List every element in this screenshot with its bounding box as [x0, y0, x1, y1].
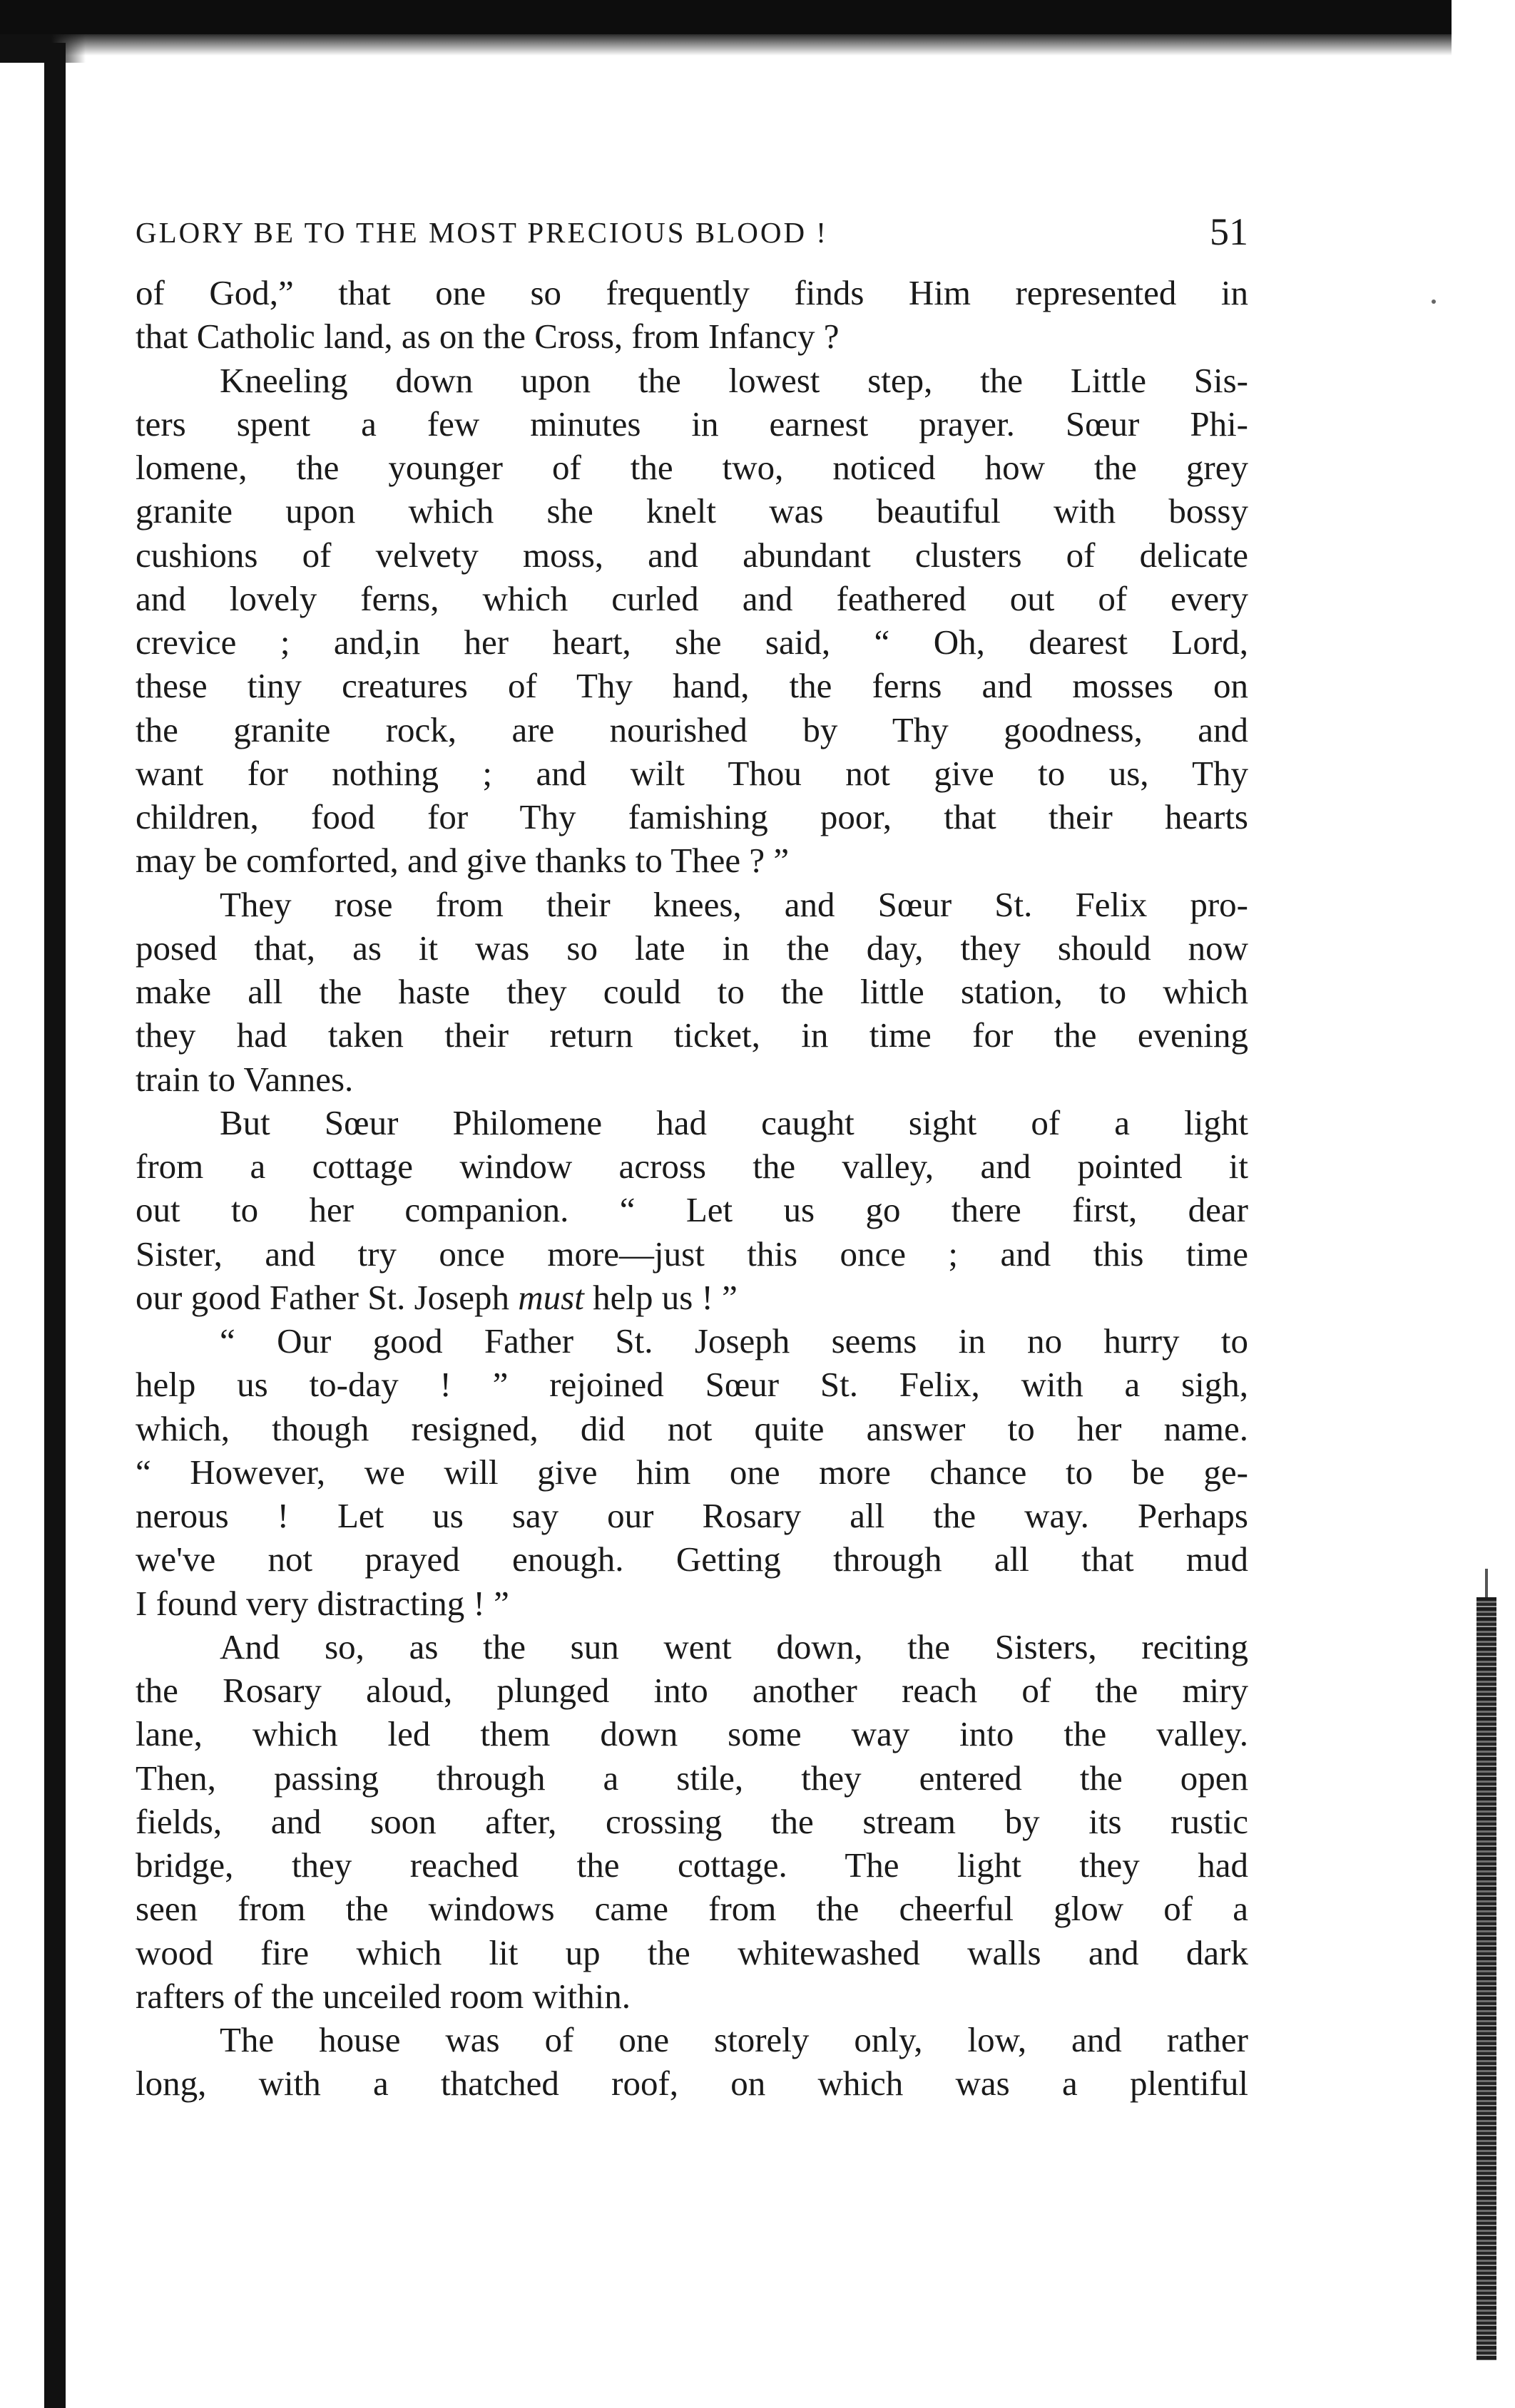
text-line: lomene, the younger of the two, noticed how the grey: [136, 448, 1248, 487]
text-line: our good Father St. Joseph must help us ! ”: [136, 1277, 738, 1317]
text-line: train to Vannes.: [136, 1059, 354, 1099]
text-line: Kneeling down upon the lowest step, the Little Sis-: [220, 360, 1248, 400]
text-line: The house was of one storely only, low, and rather: [220, 2020, 1248, 2059]
text-line: of God,” that one so frequently finds Him represented in: [136, 273, 1248, 312]
text-line: want for nothing ; and wilt Thou not give to us, Thy: [136, 753, 1248, 793]
scan-speck: [1432, 299, 1436, 304]
text-line: granite upon which she knelt was beautiful with bossy: [136, 491, 1248, 531]
text-line: seen from the windows came from the cheerful glow of a: [136, 1889, 1248, 1929]
text-line: But Sœur Philomene had caught sight of a light: [220, 1102, 1248, 1142]
text-line: wood fire which lit up the whitewashed walls and dark: [136, 1932, 1248, 1972]
text-line: may be comforted, and give thanks to Thee ? ”: [136, 841, 790, 881]
text-line: we've not prayed enough. Getting through all that mud: [136, 1539, 1248, 1579]
text-line: rafters of the unceiled room within.: [136, 1976, 631, 2016]
text-line: out to her companion. “ Let us go there first, dear: [136, 1190, 1248, 1230]
italic-word: must: [518, 1277, 584, 1317]
text-line: Sister, and try once more—just this once ; and this time: [136, 1234, 1248, 1274]
text-line: crevice ; and,in her heart, she said, “ Oh, dearest Lord,: [136, 623, 1248, 662]
body-text: [136, 271, 1248, 2106]
text-line: the Rosary aloud, plunged into another reach of the miry: [136, 1671, 1248, 1710]
running-head: GLORY BE TO THE MOST PRECIOUS BLOOD !: [136, 216, 828, 249]
text-line: that Catholic land, as on the Cross, from Infancy ?: [136, 317, 840, 357]
text-line: ters spent a few minutes in earnest prayer. Sœur Phi-: [136, 404, 1248, 444]
text-line: fields, and soon after, crossing the stream by its rustic: [136, 1801, 1248, 1841]
scan-right-page-edge: [1476, 1597, 1496, 2360]
text-line: help us to-day ! ” rejoined Sœur St. Felix, with a sigh,: [136, 1365, 1248, 1405]
text-line: And so, as the sun went down, the Sisters, reciting: [220, 1626, 1248, 1666]
text-line: the granite rock, are nourished by Thy goodness, and: [136, 709, 1248, 749]
text-line: bridge, they reached the cottage. The light they had: [136, 1845, 1248, 1885]
text-line: posed that, as it was so late in the day, they should now: [136, 928, 1248, 968]
text-line: cushions of velvety moss, and abundant clusters of delicate: [136, 535, 1248, 575]
text-line: nerous ! Let us say our Rosary all the way. Perhaps: [136, 1496, 1248, 1535]
text-line: lane, which led them down some way into the valley.: [136, 1714, 1248, 1754]
text-line: Then, passing through a stile, they entered the open: [136, 1758, 1248, 1798]
page-number: 51: [1210, 210, 1248, 253]
text-line: I found very distracting ! ”: [136, 1583, 509, 1623]
text-line: from a cottage window across the valley, and pointed it: [136, 1147, 1248, 1186]
text-line: make all the haste they could to the little station, to which: [136, 972, 1248, 1011]
text-line: and lovely ferns, which curled and feathered out of every: [136, 578, 1248, 618]
scan-left-border: [44, 43, 66, 2408]
text-line: “ Our good Father St. Joseph seems in no hurry to: [220, 1321, 1248, 1361]
text-line: which, though resigned, did not quite answer to her name.: [136, 1408, 1248, 1448]
text-line: They rose from their knees, and Sœur St. Felix pro-: [220, 884, 1248, 924]
text-line: these tiny creatures of Thy hand, the ferns and mosses on: [136, 666, 1248, 706]
text-line: “ However, we will give him one more chance to be ge-: [136, 1452, 1248, 1492]
text-line: children, food for Thy famishing poor, that their hearts: [136, 797, 1248, 836]
text-line: they had taken their return ticket, in time for the evening: [136, 1015, 1248, 1055]
scan-top-border: [0, 0, 1452, 34]
text-line: long, with a thatched roof, on which was a plentiful: [136, 2064, 1248, 2104]
scan-top-shadow: [0, 34, 1452, 56]
scan-corner-shadow: [0, 34, 86, 63]
